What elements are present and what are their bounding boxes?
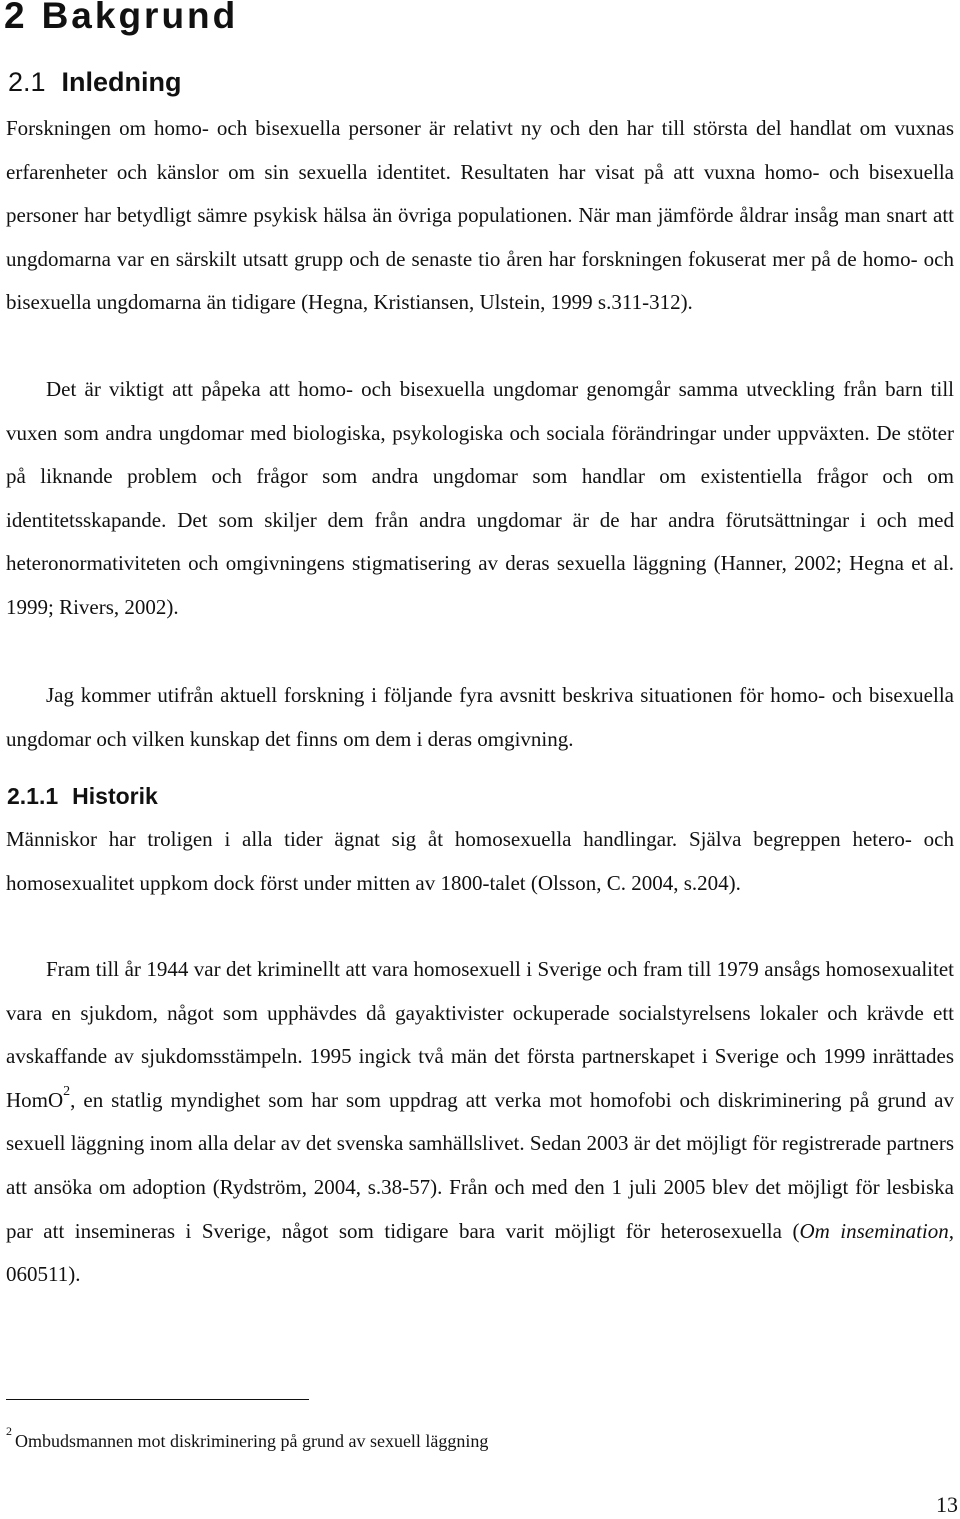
subsection-heading xyxy=(7,780,158,812)
source-title: Om insemination, xyxy=(799,1218,954,1243)
paragraph-text-part3: 060511). xyxy=(6,1262,81,1287)
footnote-marker: 2 xyxy=(6,1424,12,1438)
footnote-text: Ombudsmannen mot diskriminering på grund av sexuell läggning xyxy=(15,1431,489,1451)
footnote xyxy=(6,1424,489,1454)
subsection-title: Historik xyxy=(72,783,158,809)
paragraph-text-part2: , en statlig myndighet som har som uppdrag att verka mot homofobi och diskriminering på grund av sexuell läggning inom alla delar av det svenska samhällslivet. Sedan 2003 är det möjligt för registrerade partners att ansöka om adoption (Rydström, 2004, s.38-57). Från och med den 1 juli 2005 blev det möjligt för lesbiska par att insemineras i Sverige, något som tidigare bara varit möjligt för heterosexuella ( xyxy=(6,1087,954,1243)
chapter-heading xyxy=(4,0,238,38)
subsection-number: 2.1.1 xyxy=(7,783,59,809)
paragraph-text-part1: Fram till år 1944 var det kriminellt att vara homosexuell i Sverige och fram till 1979 ansågs homosexualitet vara en sjukdom, något som upphävdes då gayaktivister ockuperade socialstyrelsens lokaler och krävde ett avskaffande av sjukdomsstämpeln. 1995 ingick två män det första partnerskapet i Sverige och 1999 inrättades HomO xyxy=(6,957,954,1112)
section-title: Inledning xyxy=(61,67,182,97)
paragraph-intro: Forskningen om homo- och bisexuella personer är relativt ny och den har till största del handlat om vuxnas erfarenheter och känslor om sin sexuella identitet. Resultaten har visat på att vuxna homo- och bisexuella personer har betydligt sämre psykisk hälsa än övriga populationen. När man jämförde åldrar insåg man snart att ungdomarna var en särskilt utsatt grupp och de senaste tio åren har forskningen fokuserat mer på de homo- och bisexuella ungdomarna än tidigare (Hegna, Kristiansen, Ulstein, 1999 s.311-312). xyxy=(6,116,954,315)
chapter-title: Bakgrund xyxy=(41,0,239,36)
footnote-separator xyxy=(6,1399,309,1400)
paragraph-legal-history xyxy=(6,948,954,1297)
page-number: 13 xyxy=(936,1492,958,1517)
paragraph-history: Människor har troligen i alla tider ägnat sig åt homosexuella handlingar. Själva begreppen hetero- och homosexualitet uppkom dock först under mitten av 1800-talet (Olsson, C. 2004, s.204). xyxy=(6,827,954,895)
section-heading xyxy=(8,64,182,100)
section-number: 2.1 xyxy=(8,67,46,97)
paragraph-development: Det är viktigt att påpeka att homo- och bisexuella ungdomar genomgår samma utveckling från barn till vuxen som andra ungdomar med biologiska, psykologiska och sociala förändringar under uppväxten. De stöter på liknande problem och frågor som andra ungdomar som handlar om existentiella frågor och om identitetsskapande. Det som skiljer dem från andra ungdomar är de har andra förutsättningar i och med heteronormativiteten och omgivningens stigmatisering av deras sexuella läggning (Hanner, 2002; Hegna et al. 1999; Rivers, 2002). xyxy=(6,377,954,619)
paragraph-outline: Jag kommer utifrån aktuell forskning i följande fyra avsnitt beskriva situationen för homo- och bisexuella ungdomar och vilken kunskap det finns om dem i deras omgivning. xyxy=(6,683,954,751)
footnote-reference[interactable]: 2 xyxy=(63,1083,71,1099)
chapter-number: 2 xyxy=(4,0,28,36)
